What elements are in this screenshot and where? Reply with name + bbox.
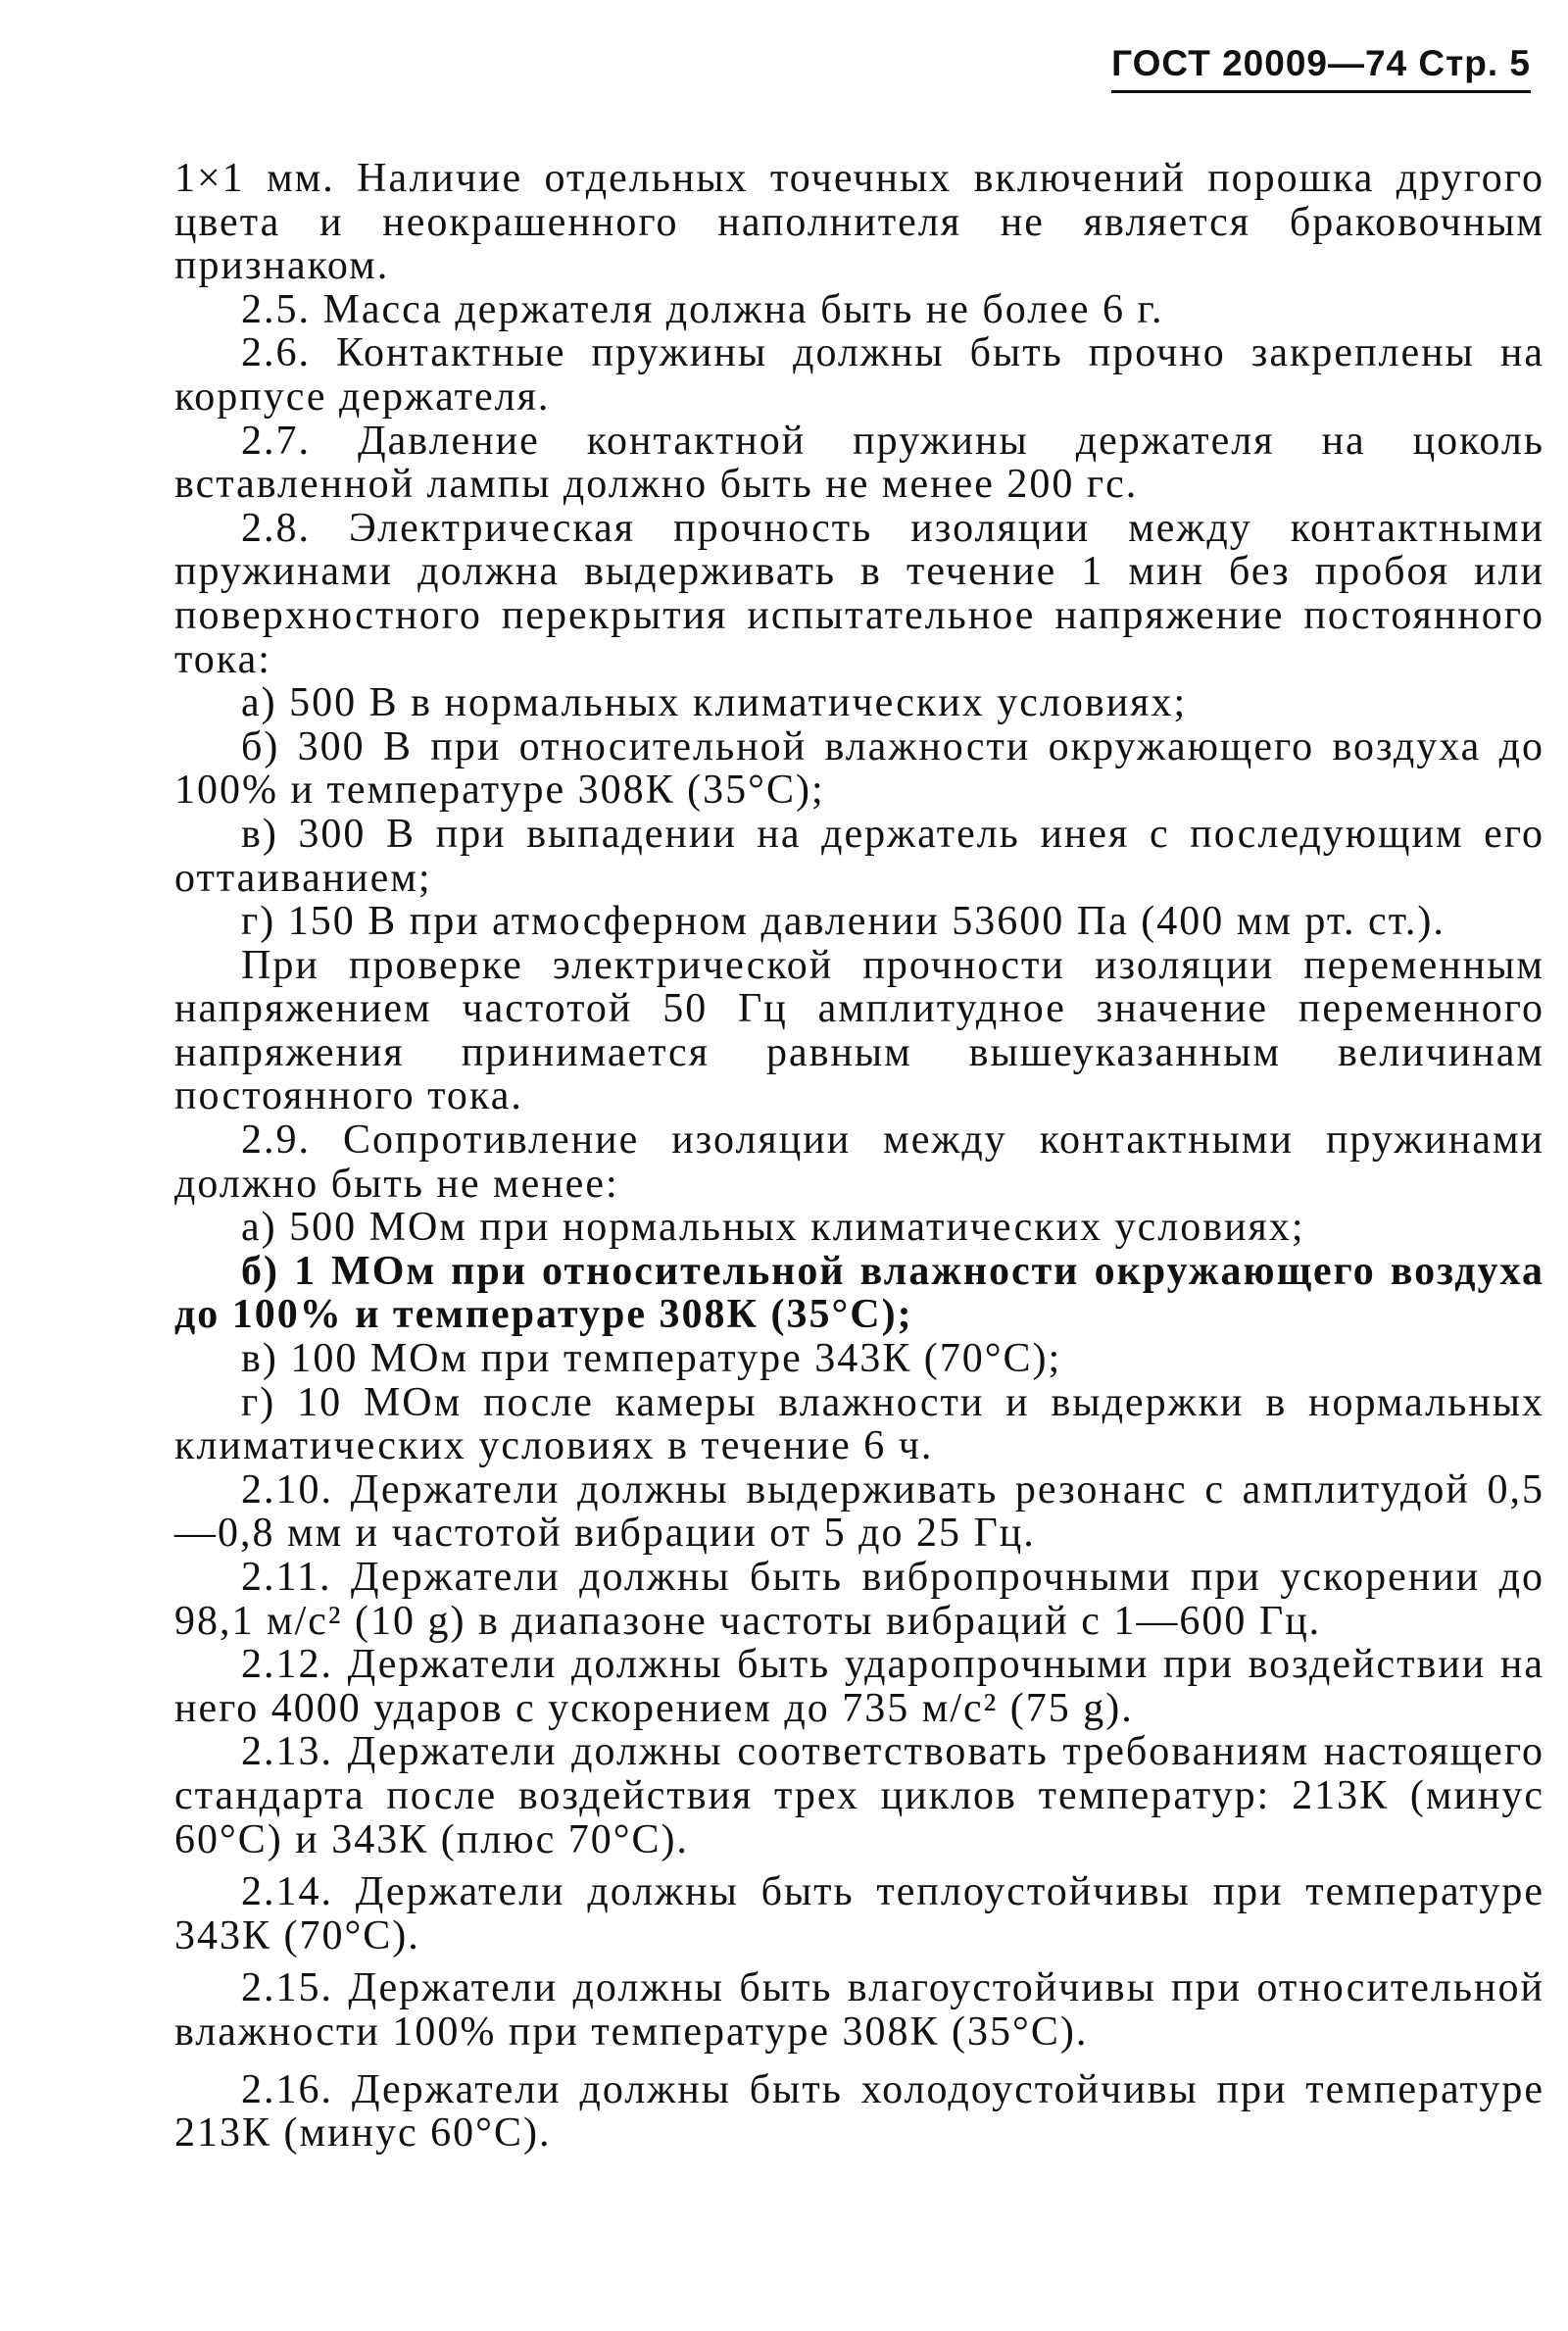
paragraph-2-5: 2.5. Масса держателя должна быть не более 6 г. (241, 286, 1164, 332)
list-item-2-9-b: б) 1 МОм при относительной влажности окружающего воздуха до 100% и температуре 308К (35°С); (174, 1248, 1544, 1338)
paragraph-ac-check: При проверке электрической прочности изоляции переменным напряжением частотой 50 Гц амплитудное значение переменного напряжения принимается равным вышеуказанным величинам постоянного тока. (174, 942, 1544, 1119)
list-item-2-9-v: в) 100 МОм при температуре 343К (70°С); (241, 1336, 1062, 1382)
list-item-2-8-v: в) 300 В при выпадении на держатель инея с последующим его оттаиванием; (174, 811, 1544, 901)
paragraph-2-6: 2.6. Контактные пружины должны быть прочно закреплены на корпусе держателя. (174, 330, 1544, 420)
paragraph-2-13: 2.13. Держатели должны соответствовать требованиям настоящего стандарта после воздействия трех циклов температур: 213К (минус 60°С) и 343К (плюс 70°С). (174, 1729, 1544, 1862)
paragraph-2-16: 2.16. Держатели должны быть холодоустойчивы при температуре 213К (минус 60°С). (174, 2066, 1544, 2157)
list-item-2-8-a: а) 500 В в нормальных климатических условиях; (241, 680, 1188, 726)
paragraph-2-9: 2.9. Сопротивление изоляции между контактными пружинами должно быть не менее: (174, 1117, 1544, 1207)
list-item-2-8-b: б) 300 В при относительной влажности окружающего воздуха до 100% и температуре 308К (35°С); (174, 723, 1544, 814)
list-item-2-8-g: г) 150 В при атмосферном давлении 53600 Па (400 мм рт. ст.). (241, 899, 1446, 945)
page-header: ГОСТ 20009—74 Стр. 5 (1111, 43, 1531, 93)
paragraph-2-7: 2.7. Давление контактной пружины держателя на цоколь вставленной лампы должно быть не менее 200 гс. (174, 418, 1544, 508)
paragraph-2-10: 2.10. Держатели должны выдерживать резонанс с амплитудой 0,5—0,8 мм и частотой вибрации от 5 до 25 Гц. (174, 1466, 1544, 1557)
list-item-2-9-a: а) 500 МОм при нормальных климатических условиях; (241, 1205, 1305, 1251)
list-item-2-9-g: г) 10 МОм после камеры влажности и выдержки в нормальных климатических условиях в течение 6 ч. (174, 1379, 1544, 1469)
paragraph-continuation: 1×1 мм. Наличие отдельных точечных включений порошка другого цвета и неокрашенного наполнителя не является браковочным признаком. (174, 156, 1544, 289)
paragraph-2-12: 2.12. Держатели должны быть ударопрочными при воздействии на него 4000 ударов с ускорением до 735 м/с² (75 g). (174, 1642, 1544, 1731)
paragraph-2-15: 2.15. Держатели должны быть влагоустойчивы при относительной влажности 100% при температуре 308К (35°С). (174, 1965, 1544, 2055)
paragraph-2-8: 2.8. Электрическая прочность изоляции между контактными пружинами должна выдерживать в течение 1 мин без пробоя или поверхностного перекрытия испытательное напряжение постоянного тока: (174, 505, 1544, 682)
paragraph-2-14: 2.14. Держатели должны быть теплоустойчивы при температуре 343К (70°С). (174, 1869, 1544, 1959)
document-body (174, 157, 1544, 2156)
paragraph-2-11: 2.11. Держатели должны быть вибропрочными при ускорении до 98,1 м/с² (10 g) в диапазоне частоты вибраций с 1—600 Гц. (174, 1555, 1544, 1644)
